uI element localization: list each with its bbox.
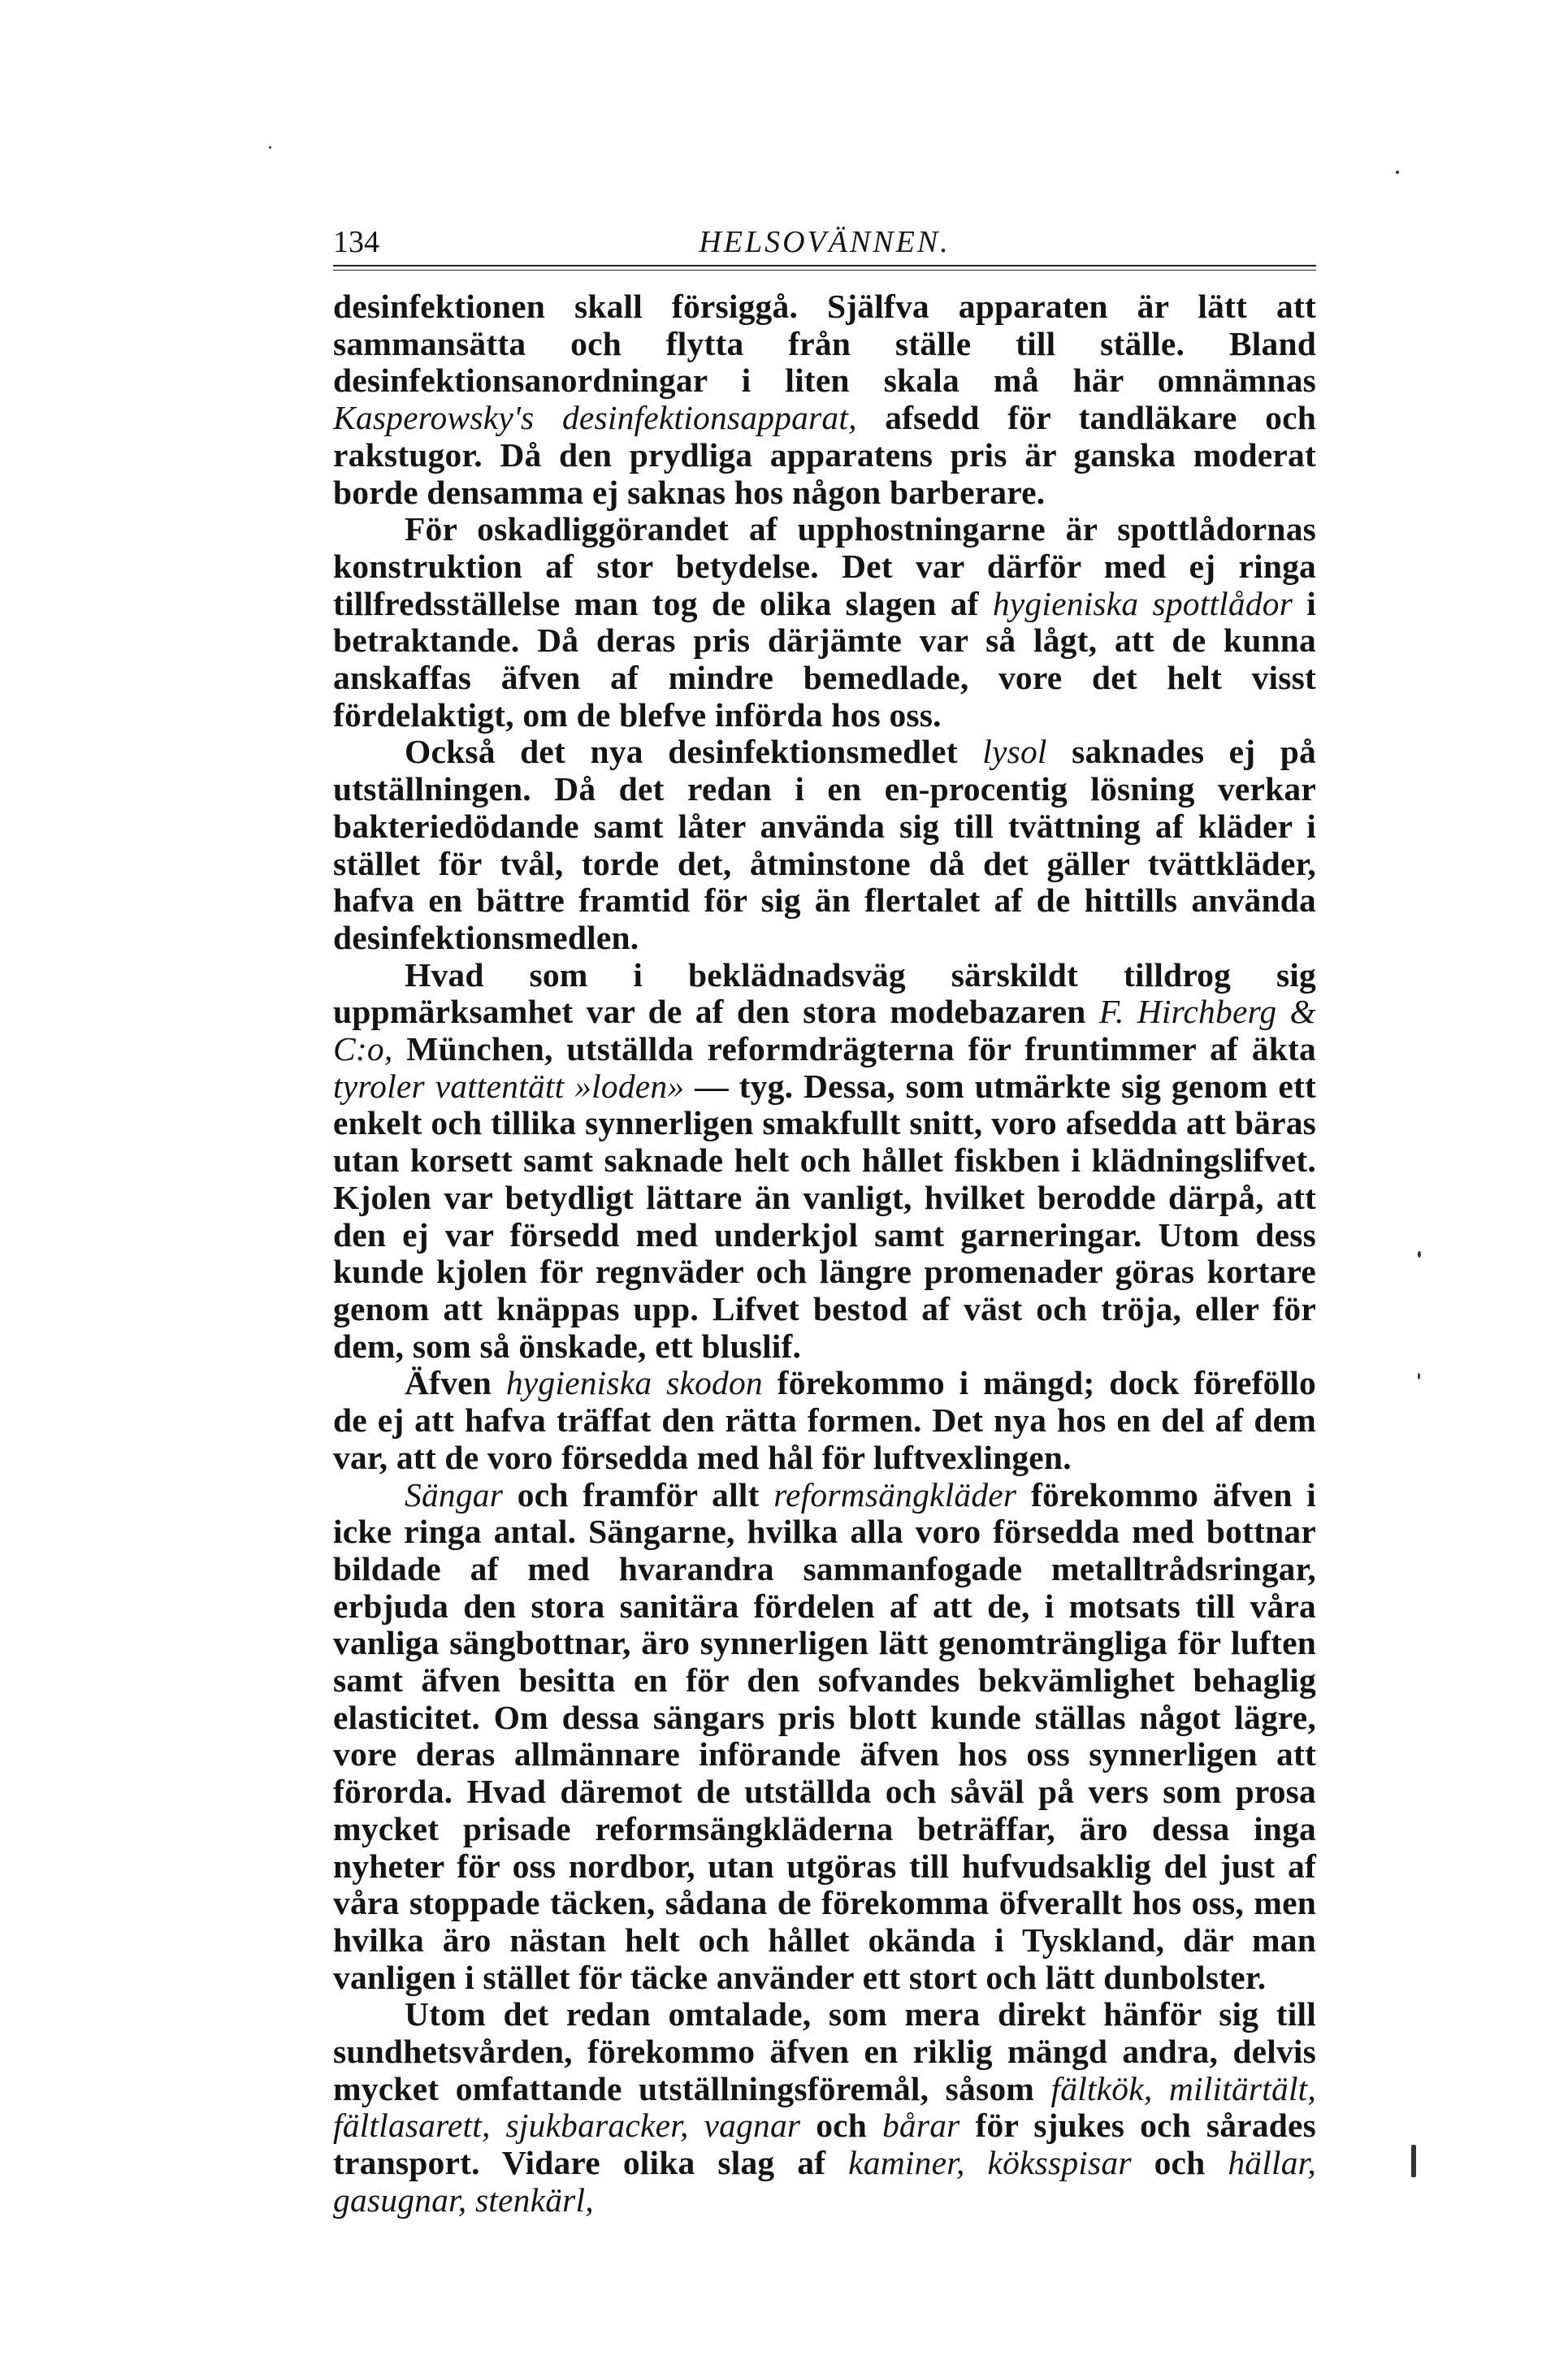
text-segment: afsedd för tandläkare och rakstugor. Då den prydliga apparatens pris är ganska moderat borde densamma ej saknas hos någon barberare.: [333, 399, 1317, 511]
scan-speck: [1418, 1251, 1421, 1258]
text-segment: Utom det redan omtalade, som mera direkt hänför sig till sundhetsvården, förekommo äfven en riklig mängd andra, delvis mycket omfattande utställningsföremål, såsom: [333, 1995, 1316, 2107]
paragraph: [333, 734, 1316, 956]
italic-text: fältkök, militärtält, fältlasarett, sjukbaracker, vagnar: [333, 2069, 1316, 2145]
italic-text: tyroler vattentätt »loden»: [333, 1067, 685, 1105]
italic-text: reformsängkläder: [773, 1475, 1017, 1514]
text-segment: och framför allt: [503, 1475, 774, 1514]
text-segment: förekommo äfven i icke ringa antal. Sängarne, hvilka alla voro försedda med bottnar bildade af med hvarandra sammanfogade metalltrådsringar, erbjuda den stora sanitära fördelen af att de, i motsats till våra vanliga sängbottnar, äro synnerligen lätt genomträngliga för luften samt äfven besitta en för den sofvandes bekvämlighet behaglig elasticitet. Om dessa sängars pris blott kunde ställas något lägre, vore deras allmännare införande äfven hos oss synnerligen att förorda. Hvad däremot de utställda och såväl på vers som prosa mycket prisade reformsängkläderna beträffar, äro dessa inga nyheter för oss nordbor, utan utgöras till hufvudsaklig del just af våra stoppade täcken, sådana de förekomma öfverallt hos oss, men hvilka äro nästan helt och hållet okända i Tyskland, där man vanligen i stället för täcke använder ett stort och lätt dunbolster.: [333, 1475, 1316, 1996]
paragraph: [333, 1996, 1316, 2219]
italic-text: F. Hirchberg & C:o,: [333, 993, 1317, 1068]
text-segment: Hvad som i beklädnadsväg särskildt tilldrog sig uppmärksamhet var de af den stora modebazaren: [333, 955, 1316, 1031]
text-segment: desinfektionen skall försiggå. Själfva apparaten är lätt att sammansätta och flytta från ställe till ställe. Bland desinfektionsanordningar i liten skala må här omnämnas: [333, 288, 1316, 400]
body-text: [333, 288, 1316, 2220]
text-segment: för sjukes och sårades transport. Vidare olika slag af: [333, 2107, 1316, 2182]
scan-speck: [1396, 171, 1399, 174]
italic-text: lysol: [982, 733, 1047, 771]
paragraph: [333, 957, 1316, 1366]
text-segment: Äfven: [405, 1364, 506, 1402]
italic-text: hygieniska skodon: [505, 1364, 763, 1402]
book-page: [333, 213, 1316, 2220]
text-segment: Också det nya desinfektionsmedlet: [405, 733, 983, 771]
text-segment: och: [1131, 2144, 1228, 2182]
text-segment: saknades ej på utställningen. Då det redan i en en-procentig lösning verkar bakteriedödande samt låter använda sig till tvättning af kläder i stället för tvål, torde det, åtminstone då det gäller tvättkläder, hafva en bättre framtid för sig än flertalet af de hittills använda desinfektionsmedlen.: [333, 733, 1317, 956]
italic-text: Kasperowsky's desinfektionsapparat,: [333, 399, 857, 437]
paragraph: [333, 1365, 1316, 1476]
italic-text: hällar, gasugnar, stenkärl,: [333, 2144, 1316, 2219]
scan-speck: [1418, 1373, 1420, 1379]
paragraph: [333, 511, 1316, 734]
page-header: [333, 213, 1316, 265]
text-segment: och: [800, 2107, 882, 2145]
scan-speck: [1411, 2145, 1416, 2177]
italic-text: Sängar: [405, 1475, 504, 1514]
paragraph: [333, 288, 1316, 511]
text-segment: — tyg. Dessa, som utmärkte sig genom ett enkelt och tillika synnerligen smakfullt snitt, voro afsedda att bäras utan korsett samt saknade helt och hållet fiskben i klädningslifvet. Kjolen var betydligt lättare än vanligt, hvilket berodde därpå, att den ej var försedd med underkjol samt garneringar. Utom dess kunde kjolen för regnväder och längre promenader göras kortare genom att knäppas upp. Lifvet bestod af väst och tröja, eller för dem, som så önskade, ett bluslif.: [333, 1067, 1316, 1365]
text-segment: förekommo i mängd; dock föreföllo de ej att hafva träffat den rätta formen. Det nya hos en del af dem var, att de voro försedda med hål för luftvexlingen.: [333, 1364, 1316, 1476]
header-rule: [333, 265, 1316, 271]
italic-text: bårar: [881, 2107, 960, 2145]
italic-text: hygieniska spottlådor: [992, 584, 1293, 622]
italic-text: kaminer, köksspisar: [848, 2144, 1132, 2182]
paragraph: [333, 1477, 1316, 1997]
text-segment: i betraktande. Då deras pris därjämte var så lågt, att de kunna anskaffas äfven af mindre bemedlade, vore det helt visst fördelaktigt, om de blefve införda hos oss.: [333, 584, 1316, 734]
running-title: HELSOVÄNNEN.: [699, 225, 951, 259]
scan-speck: [269, 146, 271, 149]
text-segment: För oskadliggörandet af upphostningarne är spottlådornas konstruktion af stor betydelse. Det var därför med ej ringa tillfredsställelse man tog de olika slagen af: [333, 510, 1316, 622]
text-segment: München, utställda reformdrägterna för fruntimmer af äkta: [392, 1030, 1316, 1068]
page-number: 134: [333, 225, 379, 259]
